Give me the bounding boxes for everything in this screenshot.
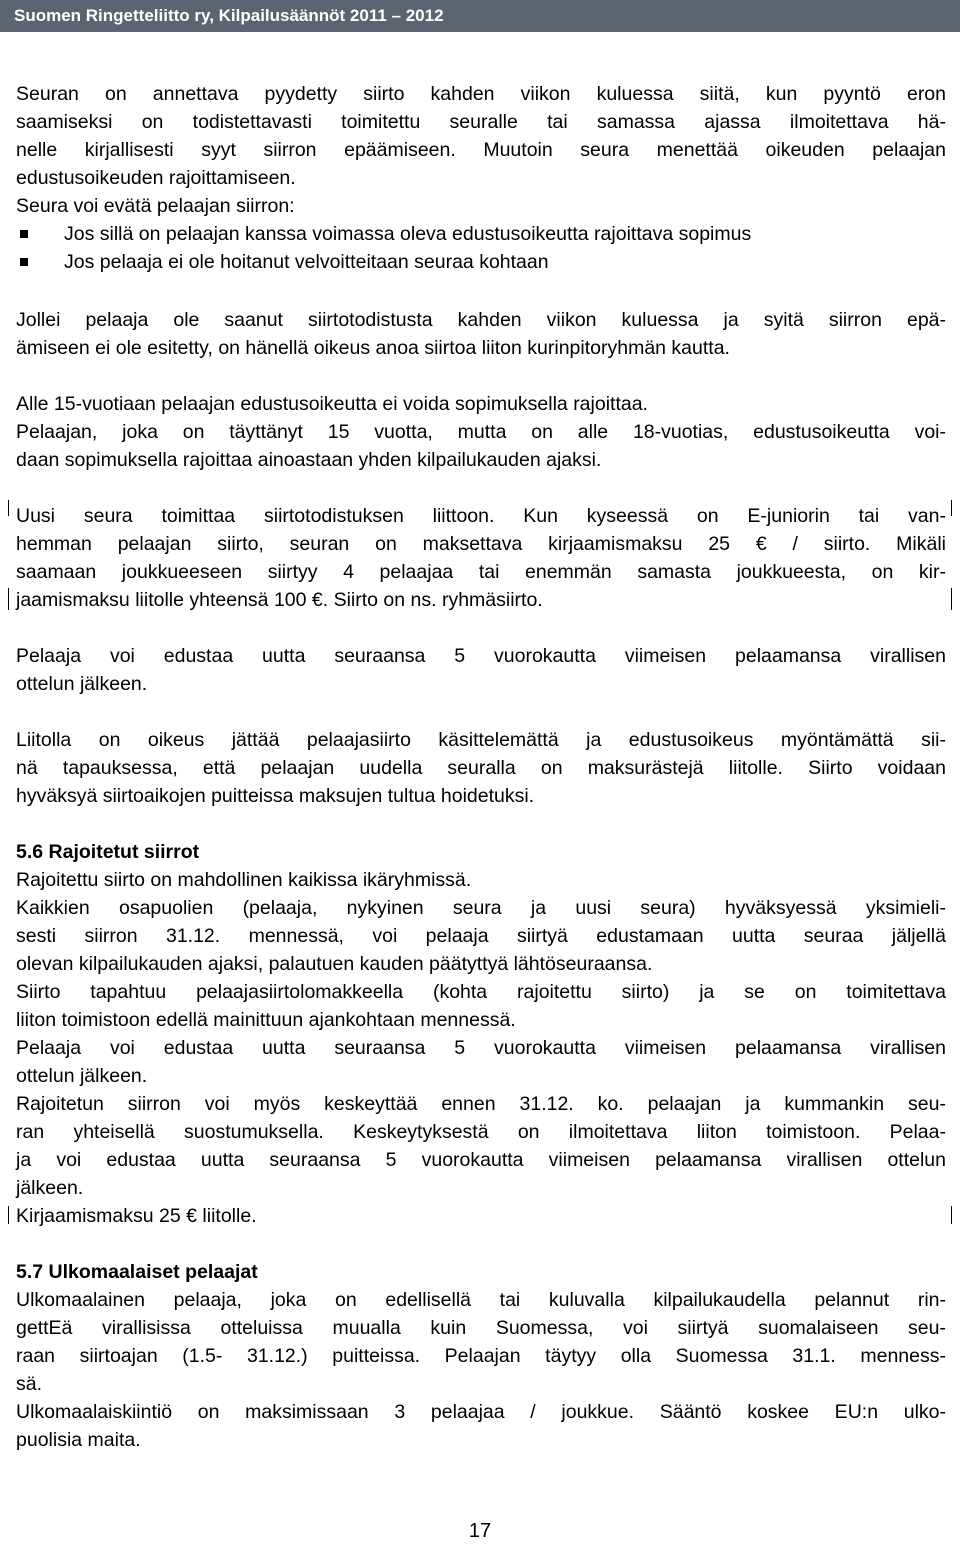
- text-line: olevan kilpailukauden ajaksi, palautuen kauden päätyttyä lähtöseuraansa.: [16, 953, 653, 975]
- text-line: ja voi edustaa uutta seuraansa 5 vuorokautta viimeisen pelaamansa virallisen ottelun: [16, 1149, 946, 1171]
- text-line: Kaikkien osapuolien (pelaaja, nykyinen seura ja uusi seura) hyväksyessä yksimieli-: [16, 897, 946, 919]
- text-line: sesti siirron 31.12. mennessä, voi pelaaja siirtyä edustamaan uutta seuraa jäljellä: [16, 925, 946, 947]
- text-line: saamaan joukkueeseen siirtyy 4 pelaajaa tai enemmän samasta joukkueesta, on kir-: [16, 561, 946, 583]
- text-line: ottelun jälkeen.: [16, 673, 148, 695]
- text-line: sä.: [16, 1373, 43, 1395]
- text-line: daan sopimuksella rajoittaa ainoastaan yhden kilpailukauden ajaksi.: [16, 449, 602, 471]
- text-line: gettEä virallisissa otteluissa muualla kuin Suomessa, voi siirtyä suomalaiseen seu-: [16, 1317, 946, 1339]
- text-line: Seuran on annettava pyydetty siirto kahden viikon kuluessa siitä, kun pyyntö eron: [16, 83, 946, 105]
- text-line: jaamismaksu liitolle yhteensä 100 €. Siirto on ns. ryhmäsiirto.: [16, 589, 543, 611]
- text-line: hyväksyä siirtoaikojen puitteissa maksujen tultua hoidetuksi.: [16, 785, 535, 807]
- section-heading: 5.7 Ulkomaalaiset pelaajat: [16, 1261, 258, 1283]
- text-line: Ulkomaalainen pelaaja, joka on edellisellä tai kuluvalla kilpailukaudella pelannut rin-: [16, 1289, 946, 1311]
- change-bar: [8, 1206, 9, 1224]
- text-line: nelle kirjallisesti syyt siirron epäämiseen. Muutoin seura menettää oikeuden pelaajan: [16, 139, 946, 161]
- text-line: puolisia maita.: [16, 1429, 141, 1451]
- change-bar: [8, 500, 9, 516]
- text-line: ämiseen ei ole esitetty, on hänellä oikeus anoa siirtoa liiton kurinpitoryhmän kautta.: [16, 337, 730, 359]
- change-bar: [951, 588, 952, 610]
- text-line: ottelun jälkeen.: [16, 1065, 148, 1087]
- text-line: Rajoitettu siirto on mahdollinen kaikissa ikäryhmissä.: [16, 869, 472, 891]
- text-line: raan siirtoajan (1.5- 31.12.) puitteissa. Pelaajan täytyy olla Suomessa 31.1. menness-: [16, 1345, 946, 1367]
- text-line: nä tapauksessa, että pelaajan uudella seuralla on maksurästejä liitolle. Siirto voidaan: [16, 757, 946, 779]
- text-line: jälkeen.: [16, 1177, 84, 1199]
- text-line: Alle 15-vuotiaan pelaajan edustusoikeutta ei voida sopimuksella rajoittaa.: [16, 393, 648, 415]
- bullet-item: Jos pelaaja ei ole hoitanut velvoitteitaan seuraa kohtaan: [64, 251, 549, 273]
- text-line: Uusi seura toimittaa siirtotodistuksen liittoon. Kun kyseessä on E-juniorin tai van-: [16, 505, 946, 527]
- text-line: Siirto tapahtuu pelaajasiirtolomakkeella (kohta rajoitettu siirto) ja se on toimitettava: [16, 981, 946, 1003]
- change-bar: [951, 500, 952, 516]
- text-line: Kirjaamismaksu 25 € liitolle.: [16, 1205, 257, 1227]
- section-heading: 5.6 Rajoitetut siirrot: [16, 841, 200, 863]
- bullet-icon: [20, 230, 28, 238]
- text-line: saamiseksi on todistettavasti toimitettu seuralle tai samassa ajassa ilmoitettava hä-: [16, 111, 946, 133]
- change-bar: [951, 1206, 952, 1224]
- text-line: hemman pelaajan siirto, seuran on maksettava kirjaamismaksu 25 € / siirto. Mikäli: [16, 533, 946, 555]
- text-line: Pelaajan, joka on täyttänyt 15 vuotta, mutta on alle 18-vuotias, edustusoikeutta voi-: [16, 421, 946, 443]
- change-bar: [8, 588, 9, 610]
- text-line: Ulkomaalaiskiintiö on maksimissaan 3 pelaajaa / joukkue. Sääntö koskee EU:n ulko-: [16, 1401, 946, 1423]
- text-line: Jollei pelaaja ole saanut siirtotodistusta kahden viikon kuluessa ja syitä siirron epä-: [16, 309, 946, 331]
- text-line: edustusoikeuden rajoittamiseen.: [16, 167, 296, 189]
- page-number: 17: [468, 1520, 492, 1542]
- text-line: Pelaaja voi edustaa uutta seuraansa 5 vuorokautta viimeisen pelaamansa virallisen: [16, 645, 946, 667]
- running-header: Suomen Ringetteliitto ry, Kilpailusäännöt 2011 – 2012: [0, 0, 960, 32]
- text-line: Rajoitetun siirron voi myös keskeyttää ennen 31.12. ko. pelaajan ja kummankin seu-: [16, 1093, 946, 1115]
- text-line: Pelaaja voi edustaa uutta seuraansa 5 vuorokautta viimeisen pelaamansa virallisen: [16, 1037, 946, 1059]
- text-line: liiton toimistoon edellä mainittuun ajankohtaan mennessä.: [16, 1009, 516, 1031]
- text-line: ran yhteisellä suostumuksella. Keskeytyksestä on ilmoitettava liiton toimistoon. Pelaa-: [16, 1121, 946, 1143]
- bullet-icon: [20, 258, 28, 266]
- bullet-item: Jos sillä on pelaajan kanssa voimassa oleva edustusoikeutta rajoittava sopimus: [64, 223, 752, 245]
- text-line: Liitolla on oikeus jättää pelaajasiirto käsittelemättä ja edustusoikeus myöntämättä sii-: [16, 729, 946, 751]
- text-line: Seura voi evätä pelaajan siirron:: [16, 195, 295, 217]
